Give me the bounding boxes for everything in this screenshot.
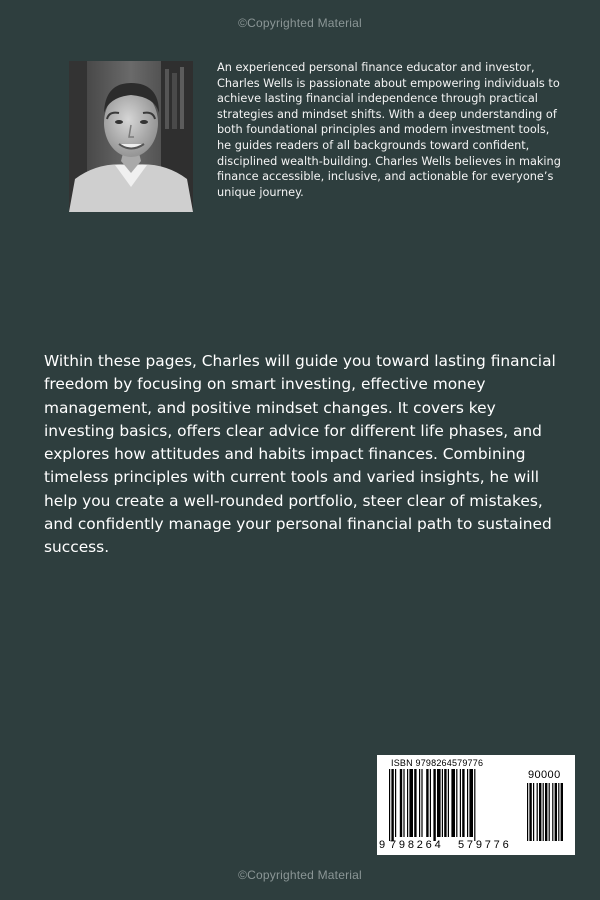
copyright-watermark-bottom: ©Copyrighted Material	[238, 868, 362, 882]
price-code: 90000	[528, 769, 561, 781]
book-description: Within these pages, Charles will guide you toward lasting financial freedom by focusing on smart investing, effective money management, and positive mindset changes. It covers key investing basics, offers clear advice for different life phases, and explores how attitudes and habits impact finances. Combining timeless principles with current tools and varied insights, he will help you create a well-rounded portfolio, steer clear of mistakes, and confidently manage your personal financial path to sustained success.	[44, 352, 556, 557]
author-photo	[69, 61, 193, 212]
isbn-barcode	[377, 755, 575, 855]
ean-left-digits: 798264	[390, 839, 444, 851]
author-bio: An experienced personal finance educator and investor, Charles Wells is passionate about empowering individuals to achieve lasting financial independence through practical strategies and mindset shifts. With a deep understanding of both foundational principles and modern investment tools, he guides readers of all backgrounds toward confident, disciplined wealth-building. Charles Wells believes in making finance accessible, inclusive, and actionable for everyone’s unique journey.	[217, 61, 561, 199]
ean-first-digit: 9	[379, 839, 386, 851]
ean-right-digits: 579776	[458, 839, 512, 851]
copyright-watermark-top: ©Copyrighted Material	[238, 16, 362, 30]
isbn-label: ISBN 9798264579776	[391, 758, 484, 768]
